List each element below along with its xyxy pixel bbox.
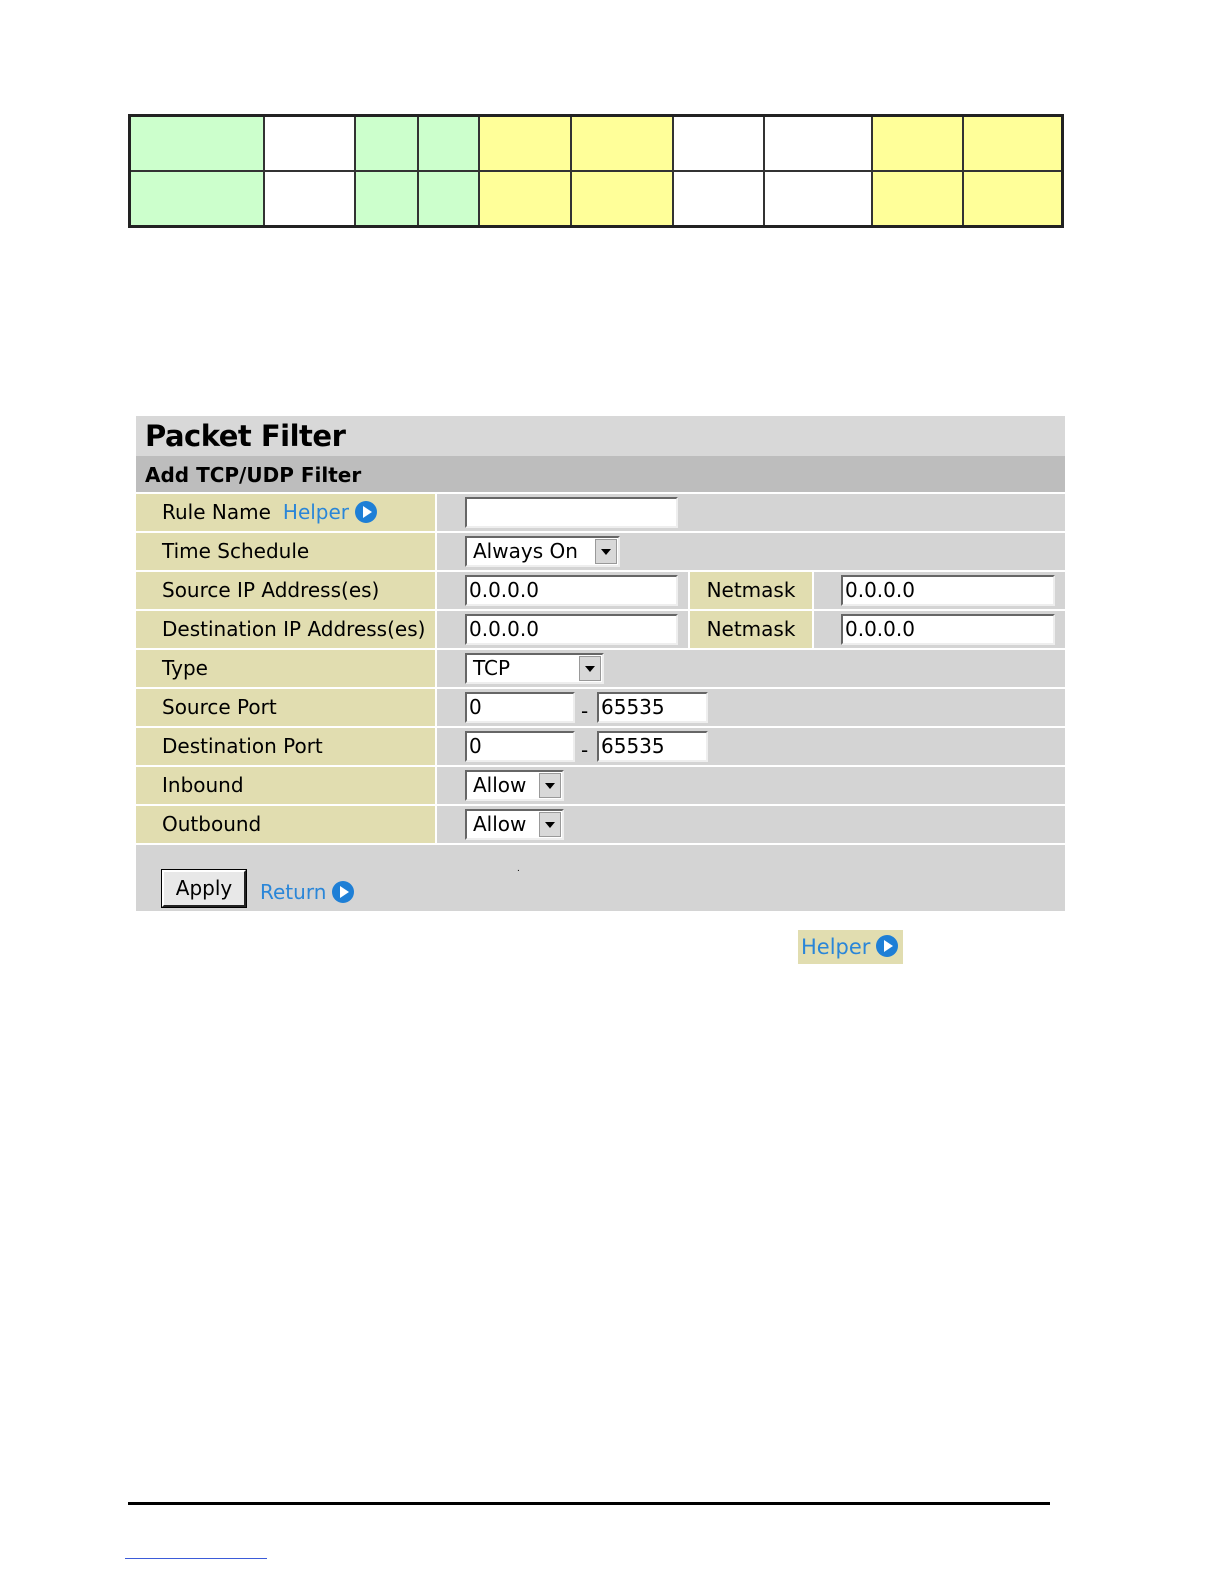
- time-schedule-select[interactable]: [465, 536, 620, 567]
- time-schedule-row: [136, 531, 1065, 570]
- table-cell: [872, 116, 963, 172]
- packet-filter-panel: [136, 416, 1065, 911]
- dest-port-to-input[interactable]: 65535: [597, 731, 708, 762]
- dest-port-from-input[interactable]: 0: [465, 731, 575, 762]
- return-link[interactable]: [260, 878, 354, 906]
- inbound-label: Inbound: [136, 767, 437, 804]
- page-title: Packet Filter: [136, 416, 1065, 456]
- arrow-right-circle-icon: [876, 935, 898, 957]
- dest-ip-row: [136, 609, 1065, 648]
- table-cell: [963, 116, 1063, 172]
- outbound-value: Allow: [473, 812, 527, 836]
- table-cell: [764, 116, 872, 172]
- time-schedule-label: Time Schedule: [136, 533, 437, 570]
- rule-name-input[interactable]: [465, 497, 678, 528]
- outbound-label: Outbound: [136, 806, 437, 843]
- source-port-row: [136, 687, 1065, 726]
- dest-ip-label: Destination IP Address(es): [136, 611, 437, 648]
- port-range-separator: -: [581, 699, 589, 723]
- page-divider: [128, 1502, 1050, 1505]
- helper-badge-label: Helper: [801, 935, 871, 959]
- time-schedule-value: Always On: [473, 539, 578, 563]
- helper-badge: [798, 930, 903, 964]
- inbound-row: [136, 765, 1065, 804]
- table-cell: [479, 171, 571, 227]
- table-row: [130, 171, 1063, 227]
- source-port-label: Source Port: [136, 689, 437, 726]
- source-netmask-label: Netmask: [688, 572, 814, 609]
- table-cell: [130, 116, 265, 172]
- table-cell: [764, 171, 872, 227]
- port-range-separator: -: [581, 738, 589, 762]
- type-label: Type: [136, 650, 437, 687]
- inbound-value: Allow: [473, 773, 527, 797]
- arrow-right-circle-icon[interactable]: [332, 881, 354, 903]
- table-row: [130, 116, 1063, 172]
- inbound-select[interactable]: [465, 770, 564, 801]
- dest-netmask-label: Netmask: [688, 611, 814, 648]
- chevron-down-icon[interactable]: [595, 539, 617, 564]
- table-cell: [264, 116, 355, 172]
- table-cell: [355, 116, 418, 172]
- helper-link[interactable]: Helper: [282, 500, 350, 524]
- outbound-select[interactable]: [465, 809, 564, 840]
- table-cell: [355, 171, 418, 227]
- chevron-down-icon[interactable]: [539, 773, 561, 798]
- source-port-to-input[interactable]: 65535: [597, 692, 708, 723]
- arrow-right-circle-icon[interactable]: [355, 501, 377, 523]
- type-value: TCP: [473, 656, 511, 680]
- apply-button[interactable]: Apply: [162, 870, 246, 907]
- source-ip-row: [136, 570, 1065, 609]
- type-select[interactable]: [465, 653, 604, 684]
- link-underline: [125, 1558, 267, 1559]
- table-cell: [130, 171, 265, 227]
- table-cell: [418, 171, 479, 227]
- table-cell: [479, 116, 571, 172]
- table-cell: [571, 116, 673, 172]
- chevron-down-icon[interactable]: [539, 812, 561, 837]
- table-cell: [872, 171, 963, 227]
- source-netmask-input[interactable]: 0.0.0.0: [841, 575, 1055, 606]
- source-port-from-input[interactable]: 0: [465, 692, 575, 723]
- color-legend-table: [128, 114, 1064, 228]
- table-cell: [418, 116, 479, 172]
- dest-port-label: Destination Port: [136, 728, 437, 765]
- dot-mark: .: [517, 863, 520, 874]
- section-title: Add TCP/UDP Filter: [136, 456, 1065, 492]
- source-ip-label: Source IP Address(es): [136, 572, 437, 609]
- table-cell: [963, 171, 1063, 227]
- dest-port-row: [136, 726, 1065, 765]
- rule-name-label: Rule Name: [162, 500, 271, 524]
- table-cell: [571, 171, 673, 227]
- dest-netmask-input[interactable]: 0.0.0.0: [841, 614, 1055, 645]
- return-label[interactable]: Return: [260, 880, 327, 904]
- source-ip-input[interactable]: 0.0.0.0: [465, 575, 678, 606]
- rule-name-label-cell: [136, 494, 437, 531]
- table-cell: [673, 171, 764, 227]
- outbound-row: [136, 804, 1065, 843]
- table-cell: [673, 116, 764, 172]
- table-cell: [264, 171, 355, 227]
- chevron-down-icon[interactable]: [579, 656, 601, 681]
- dest-ip-input[interactable]: 0.0.0.0: [465, 614, 678, 645]
- panel-footer: [136, 843, 1065, 911]
- rule-name-row: [136, 492, 1065, 531]
- type-row: [136, 648, 1065, 687]
